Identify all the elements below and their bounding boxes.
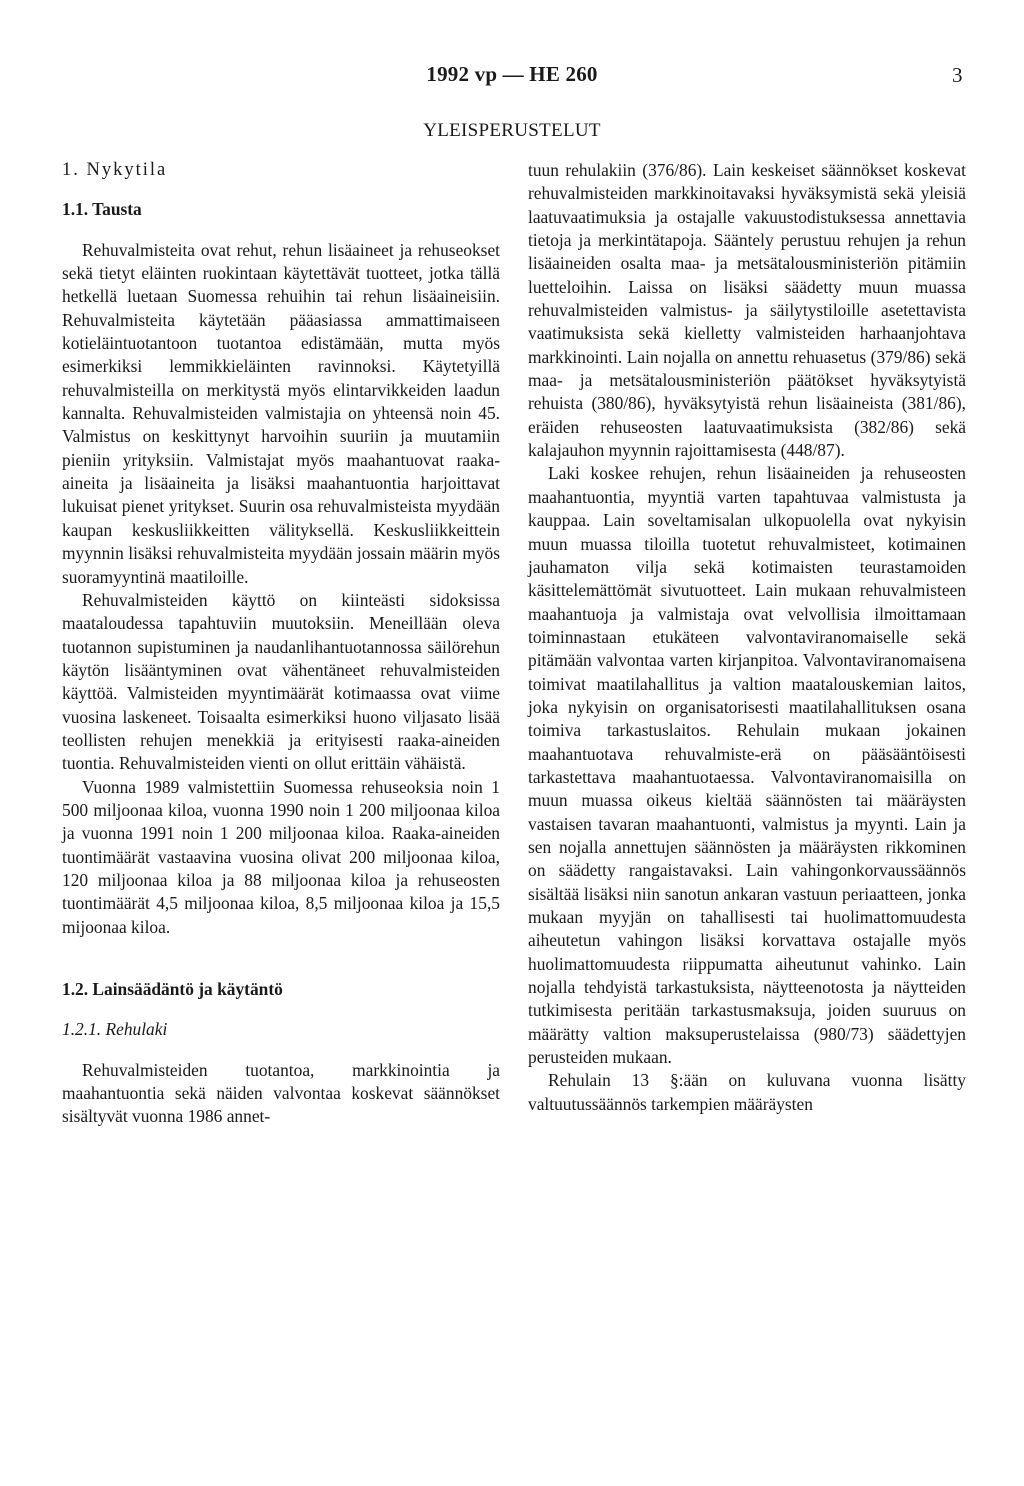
paragraph: Rehuvalmisteita ovat rehut, rehun lisäaineet ja rehuseokset sekä tietyt eläinten ruokintaan käytettävät tuotteet, jotka tällä hetkellä luetaan Suomessa rehuihin tai rehun lisäaineisiin. Rehuvalmisteita käytetään pääasiassa ammattimaiseen kotieläintuotantoon tuotantoa edistämään, mutta myös esimerkiksi lemmikkieläinten ravinnoksi. Käytetyillä rehuvalmisteilla on merkitystä myös elintarvikkeiden laadun kannalta. Rehuvalmisteiden valmistajia on yhteensä noin 45. Valmistus on keskittynyt harvoihin suuriin ja muutamiin pieniin yrityksiin. Valmistajat myös maahantuovat raaka-aineita ja lisäaineita ja lisäksi maahantuontia harjoittavat lukuisat pienet yritykset. Suurin osa rehuvalmisteista myydään kaupan keskusliikkeitten välityksellä. Keskusliikkeittein myynnin lisäksi rehuvalmisteita myydään jossain määrin myös suoramyyntinä maatiloille. — [62, 239, 500, 587]
paragraph: Rehuvalmisteiden käyttö on kiinteästi sidoksissa maataloudessa tapahtuviin muutoksiin. Meneillään oleva tuotannon supistuminen ja naudanlihantuotannossa säilörehun käytön lisääntyminen ovat vähentäneet rehuvalmisteiden käyttöä. Valmisteiden myyntimäärät kotimaassa ovat viime vuosina laskeneet. Toisaalta esimerkiksi huono viljasato lisää teollisten rehujen menekkiä ja erityisesti raaka-aineiden tuontia. Rehuvalmisteiden vienti on ollut erittäin vähäistä. — [62, 589, 500, 774]
heading-nykytila: 1. Nykytila — [62, 160, 168, 180]
paragraph: Rehulain 13 §:ään on kuluvana vuonna lisätty valtuutussäännös tarkempien määräysten — [528, 1070, 966, 1114]
heading-rehulaki: 1.2.1. Rehulaki — [62, 1019, 168, 1040]
page-number: 3 — [952, 63, 963, 87]
paragraph: Laki koskee rehujen, rehun lisäaineiden ja rehuseosten maahantuontia, myyntiä varten tapahtuvaa valmistusta ja kauppaa. Lain soveltamisalan ulkopuolella ovat nykyisin muun muassa tiloilla tuotetut rehuvalmisteet, kotimainen jauhamaton vilja sekä kotimaisten teurastamoiden käsittelemättömät sivutuotteet. Lain mukaan rehuvalmisteen maahantuoja ja valmistaja ovat velvollisia ilmoittamaan toiminnastaan etukäteen valvontaviranomaiselle sekä pitämään valvontaa varten kirjanpitoa. Valvontaviranomaisena toimivat maatilahallitus ja valtion maatalouskemian laitos, joka nykyisin on organisatorisesti maatilahallituksen osana toimiva tarkastuslaitos. Rehulain mukaan jokainen maahantuotava rehuvalmiste-erä on pääsääntöisesti tarkastettava maahantuotaessa. Valvontaviranomaisilla on muun muassa oikeus kieltää säännösten tai määräysten vastaisen tavaran maahantuonti, valmistus ja myynti. Lain ja sen nojalla annettujen säännösten ja määräysten rikkominen on säädetty rangaistavaksi. Lain vahingonkorvaussäännös sisältää lisäksi niin sanotun ankaran vastuun periaatteen, jonka mukaan myyjän on tahallisesti tai huolimattomuudesta aiheutetun vahingon lisäksi korvattava ostajalle myös huolimattomuudesta riippumatta aiheutunut vahinko. Lain nojalla tehdyistä tarkastuksista, näytteenotosta ja näytteiden tutkimisesta peritään tarkastusmaksuja, joiden suuruus on määrätty valtion maksuperustelaissa (980/73) säädettyjen perusteiden mukaan. — [528, 463, 966, 1068]
paragraph: Vuonna 1989 valmistettiin Suomessa rehuseoksia noin 1 500 miljoonaa kiloa, vuonna 1990 noin 1 200 miljoonaa kiloa ja vuonna 1991 noin 1 200 miljoonaa kiloa. Raaka-aineiden tuontimäärät vastaavina vuosina olivat 200 miljoonaa kiloa, 120 miljoonaa kiloa ja 88 miljoonaa kiloa ja rehuseosten tuontimäärät 4,5 miljoonaa kiloa, 8,5 miljoonaa kiloa ja 15,5 mijoonaa kiloa. — [62, 776, 500, 937]
running-head: 1992 vp — HE 260 — [426, 62, 598, 86]
heading-tausta: 1.1. Tausta — [62, 199, 142, 220]
heading-lainsaadanto: 1.2. Lainsäädäntö ja käytäntö — [62, 979, 283, 999]
paragraph-continued: tuun rehulakiin (376/86). Lain keskeiset säännökset koskevat rehuvalmisteiden markkinoitavaksi hyväksymistä sekä yleisiä laatuvaatimuksia ja ostajalle vakuustodistuksessa annettavia tietoja ja merkintätapoja. Sääntely perustuu rehujen ja rehun lisäaineiden osalta maa- ja metsätalousministeriön pitämiin luetteloihin. Laissa on lisäksi säädetty muun muassa rehuvalmisteiden valmistus- ja säilytystiloille asetettavista vaatimuksista sekä kielletty valmisteiden harhaanjohtava markkinointi. Lain nojalla on annettu rehuasetus (379/86) sekä maa- ja metsätalousministeriön päätökset hyväksytyistä rehuista (380/86), hyväksytyistä rehun lisäaineista (381/86), eräiden rehuseosten laatuvaatimuksista (382/86) sekä kalajauhon myynnin rajoittamisesta (448/87). — [528, 160, 966, 461]
paragraph: Rehuvalmisteiden tuotantoa, markkinointia ja maahantuontia sekä näiden valvontaa koskevat säännökset sisältyvät vuonna 1986 annet- — [62, 1059, 500, 1127]
section-heading: YLEISPERUSTELUT — [423, 120, 601, 141]
left-column — [62, 159, 500, 1129]
right-column — [528, 159, 966, 1116]
